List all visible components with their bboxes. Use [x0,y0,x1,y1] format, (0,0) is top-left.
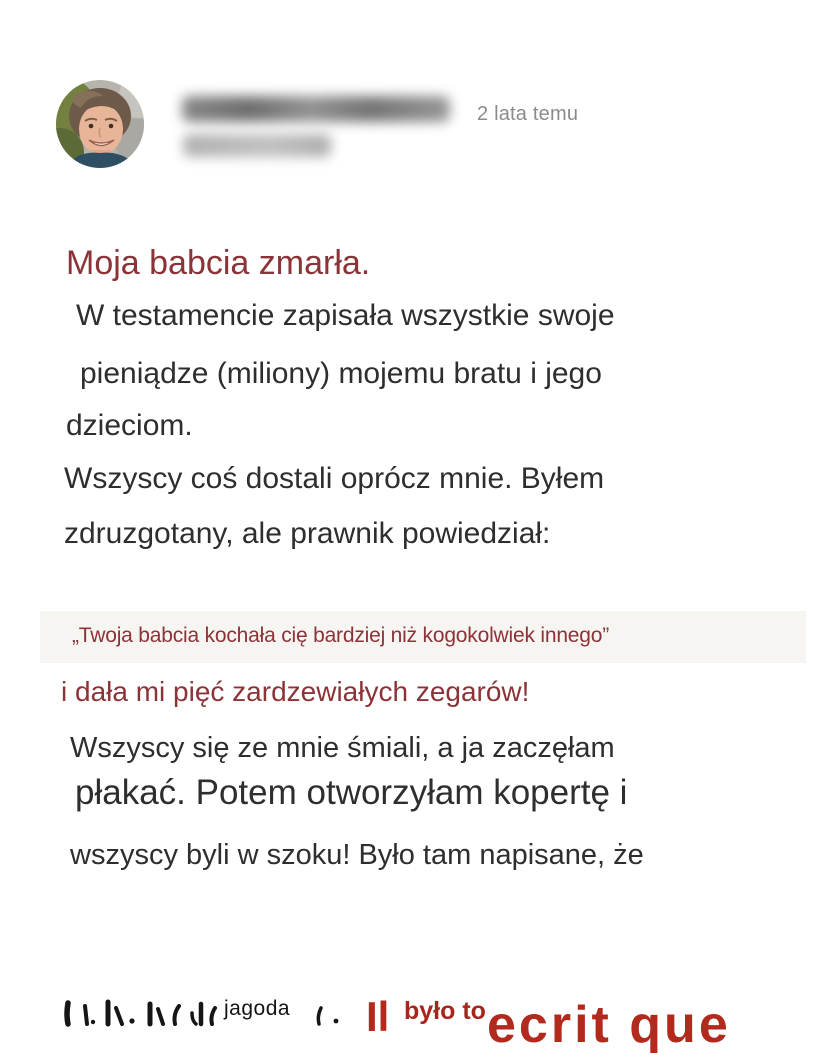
avatar-photo-icon [56,80,144,168]
avatar[interactable] [56,80,144,168]
story-title: Moja babcia zmarła. [66,244,371,282]
cutoff-letters-icon [58,982,358,1024]
story-line: Wszyscy coś dostali oprócz mnie. Byłem [64,462,605,495]
jagoda-label: jagoda [224,997,291,1020]
lawyer-quote: „Twoja babcia kochała cię bardziej niż kogokolwiek innego” [72,624,610,647]
story-line: wszyscy byli w szoku! Było tam napisane, że [70,839,644,871]
username-blurred[interactable] [182,96,450,122]
byline-blurred[interactable] [183,134,331,157]
story-line: zdruzgotany, ale prawnik powiedział: [64,517,551,550]
story-line: W testamencie zapisała wszystkie swoje [76,299,615,332]
story-line: dzieciom. [66,409,193,442]
story-highlight: i dała mi pięć zardzewiałych zegarów! [61,676,530,707]
overlay-text-prefix: Il [366,993,390,1040]
story-line: Wszyscy się ze mnie śmiali, a ja zaczęłam [70,732,615,764]
timestamp: 2 lata temu [477,103,579,125]
story-line: płakać. Potem otworzyłam kopertę i [75,773,628,812]
story-line: pieniądze (miliony) mojemu bratu i jego [80,357,602,390]
overlay-text-small: było to [404,997,486,1025]
overlay-text-large: ecrit que [487,996,731,1054]
